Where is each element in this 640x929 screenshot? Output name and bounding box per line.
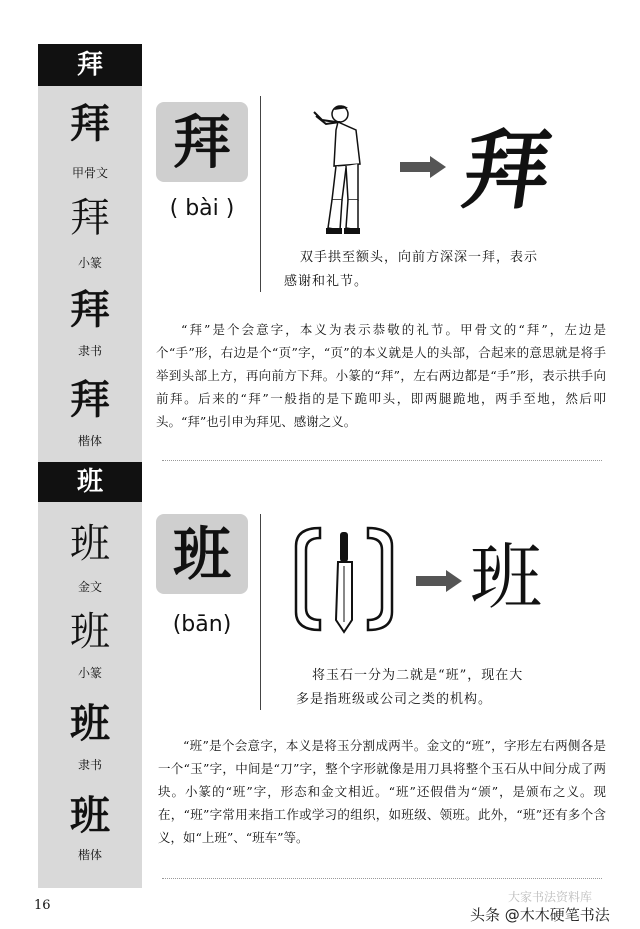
entry-heading: 拜: [38, 44, 142, 86]
form-label: 甲骨文: [71, 166, 108, 180]
main-character: 拜: [156, 102, 248, 182]
pinyin: (bān): [172, 612, 232, 637]
illustration-caption-line: 双手拱至额头，向前方深深一拜，表示: [300, 250, 539, 265]
watermark-text: 头条 @木木硬笔书法: [470, 906, 610, 924]
form-glyph-clerical: 班: [70, 700, 110, 747]
oracle-form-illustration: 拜: [456, 120, 558, 221]
section-separator: [162, 460, 602, 461]
bowing-figure-illustration: [296, 100, 376, 240]
divider: [260, 96, 261, 292]
form-glyph-clerical: 拜: [70, 286, 110, 333]
form-label: 小篆: [77, 666, 102, 680]
divider: [260, 514, 261, 710]
jade-and-knife-illustration: [294, 524, 394, 634]
form-label: 隶书: [77, 344, 102, 358]
form-label: 楷体: [77, 434, 102, 448]
illustration-caption-line: 多是指班级或公司之类的机构。: [296, 692, 493, 707]
page-number: 16: [34, 898, 51, 913]
watermark-faint-text: 大家书法资料库: [508, 890, 593, 904]
form-label: 小篆: [77, 256, 102, 270]
pinyin: ( bài ): [169, 196, 235, 221]
form-glyph-regular: 班: [70, 792, 110, 839]
form-glyph-oracle: 拜: [70, 100, 110, 147]
section-separator: [162, 878, 602, 879]
form-label: 隶书: [77, 758, 102, 772]
illustration-caption-line: 感谢和礼节。: [284, 274, 369, 289]
form-glyph-bronze: 班: [70, 521, 110, 567]
body-paragraph: “班”是个会意字，本义是将玉分割成两半。金文的“班”，字形左右两侧各是一个“玉”字，中间是“刀”字，整个字形就像是用刀具将整个玉石从中间分成了两块。小篆的“班”字，形态和金文相近。“班”还假借为“颁”，是颁布之义。现在，“班”字常用来指工作或学习的组织，如班级、领班。此外，“班”还有多个含义，如“上班”、“班车”等。: [158, 738, 606, 845]
form-glyph-seal: 拜: [70, 195, 110, 241]
main-character: 班: [156, 514, 248, 594]
illustration-caption-line: 将玉石一分为二就是“班”，现在大: [312, 668, 524, 683]
form-glyph-regular: 拜: [70, 376, 110, 423]
bronze-form-illustration: 班: [469, 535, 542, 619]
entry-heading: 班: [38, 462, 142, 502]
body-paragraph: “拜”是个会意字，本义为表示恭敬的礼节。甲骨文的“拜”，左边是个“手”形，右边是个“页”字，“页”的本义就是人的头部，合起来的意思就是将手举到头部上方，再向前方下拜。小篆的“拜”，左右两边都是“手”形，表示拱手向前拜。后来的“拜”一般指的是下跪叩头，即两腿跪地，两手至地，然后叩头。“拜”也引申为拜见、感谢之义。: [156, 322, 606, 429]
form-glyph-seal: 班: [70, 609, 110, 655]
arrow-right-icon: [416, 570, 462, 592]
arrow-right-icon: [400, 156, 446, 178]
form-label: 楷体: [77, 848, 102, 862]
form-label: 金文: [77, 580, 102, 594]
